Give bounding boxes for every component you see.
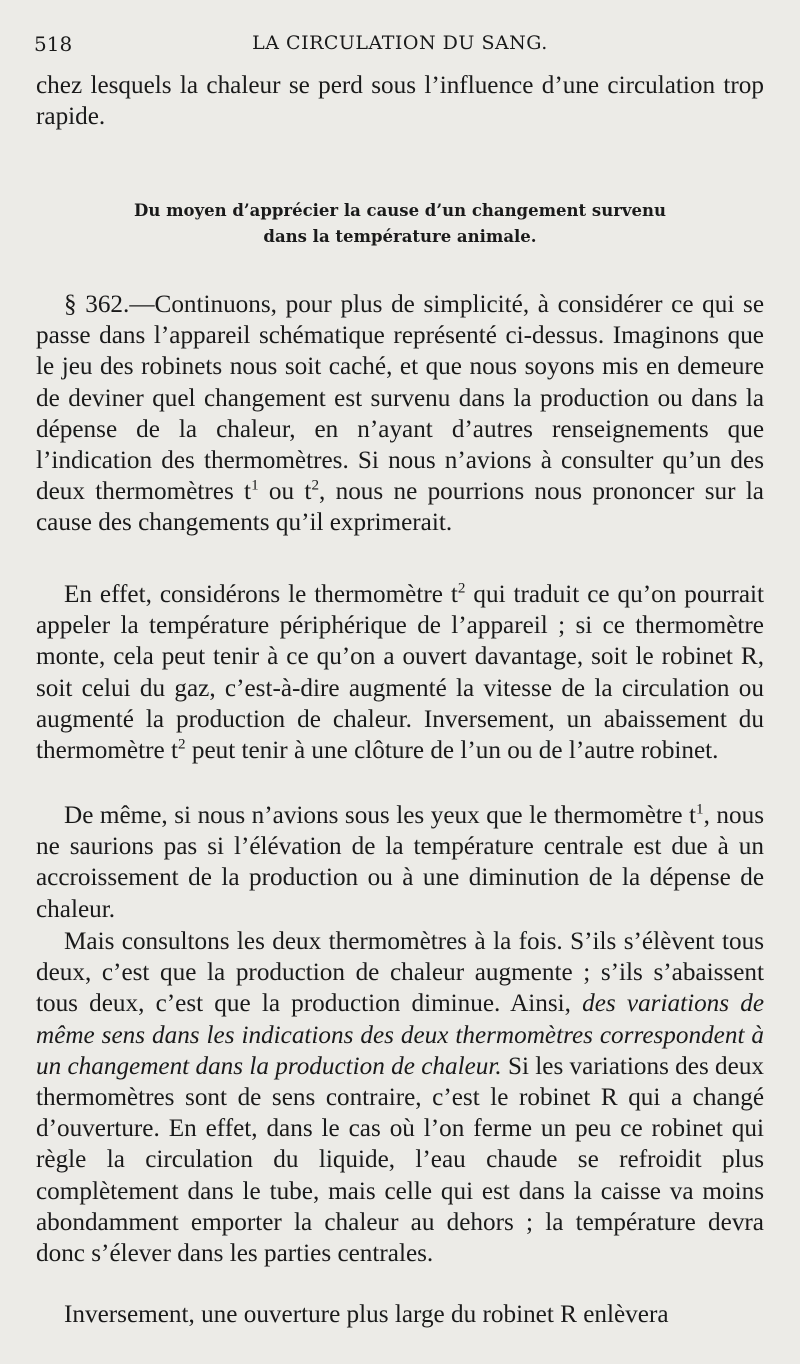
paragraph-inversement: Inversement, une ouverture plus large du robinet R enlèvera (64, 1301, 669, 1328)
section-title-line-1: Du moyen d’apprécier la cause d’un changement survenu (134, 201, 666, 220)
italic-conclusion: des variations de même sens dans les indications des deux thermomètres correspondent à un changement dans la production de chaleur. (36, 990, 764, 1080)
paragraph-de-meme: De même, si nous n’avions sous les yeux que le thermomètre $t^1$, nous ne saurions pas si l’élévation de la température centrale est due à un accroissement de la production ou à une diminution de la dépense de chaleur. (36, 801, 764, 923)
paragraph-mais-consultons: Mais consultons les deux thermomètres à la fois. S’ils s’élèvent tous deux, c’est que la production de chaleur augmente ; s’ils s’abaissent tous deux, c’est que la production diminue. Ainsi, des variations de même sens dans les indications des deux thermomètres correspondent à un changement dans la production de chaleur. Si les variations des deux thermomètres sont de sens contraire, c’est le robinet R qui a changé d’ouverture. En effet, dans le cas où l’on ferme un peu ce robinet qui règle la circulation du liquide, l’eau chaude se refroidit plus complètement dans le tube, mais celle qui est dans la caisse va moins abondamment emporter la chaleur au dehors ; la température devra donc s’élever dans les parties centrales. (36, 928, 765, 1268)
running-title: LA CIRCULATION DU SANG. (252, 32, 548, 54)
section-number: § 362.— (64, 291, 155, 318)
paragraph-en-effet: En effet, considérons le thermomètre $t^2$ qui traduit ce qu’on pourrait appeler la température périphérique de l’appareil ; si ce thermomètre monte, cela peut tenir à ce qu’on a ouvert davantage, soit le robinet R, soit celui du gaz, c’est-à-dire augmenté la vitesse de la circulation ou augmenté la production de chaleur. Inversement, un abaissement du thermomètre $t^2$ peut tenir à une clôture de l’un ou de l’autre robinet. (36, 580, 764, 765)
paragraph-362: § 362.—Continuons, pour plus de simplicité, à considérer ce qui se passe dans l’appareil schématique représenté ci-dessus. Imaginons que le jeu des robinets nous soit caché, et que nous soyons mis en demeure de deviner quel changement est survenu dans la production ou dans la dépense de la chaleur, en n’ayant d’autres renseignements que l’indication des thermomètres. Si nous n’avions à consulter qu’un des deux thermomètres $t^1$ ou $t^2$, nous ne pourrions nous prononcer sur la cause des changements qu’il exprimerait. (36, 291, 764, 537)
section-title-line-2: dans la température animale. (263, 227, 537, 246)
page-number: 518 (34, 32, 73, 56)
page-header (0, 30, 800, 60)
continuation-paragraph: chez lesquels la chaleur se perd sous l’influence d’une circulation trop rapide. (36, 72, 764, 131)
